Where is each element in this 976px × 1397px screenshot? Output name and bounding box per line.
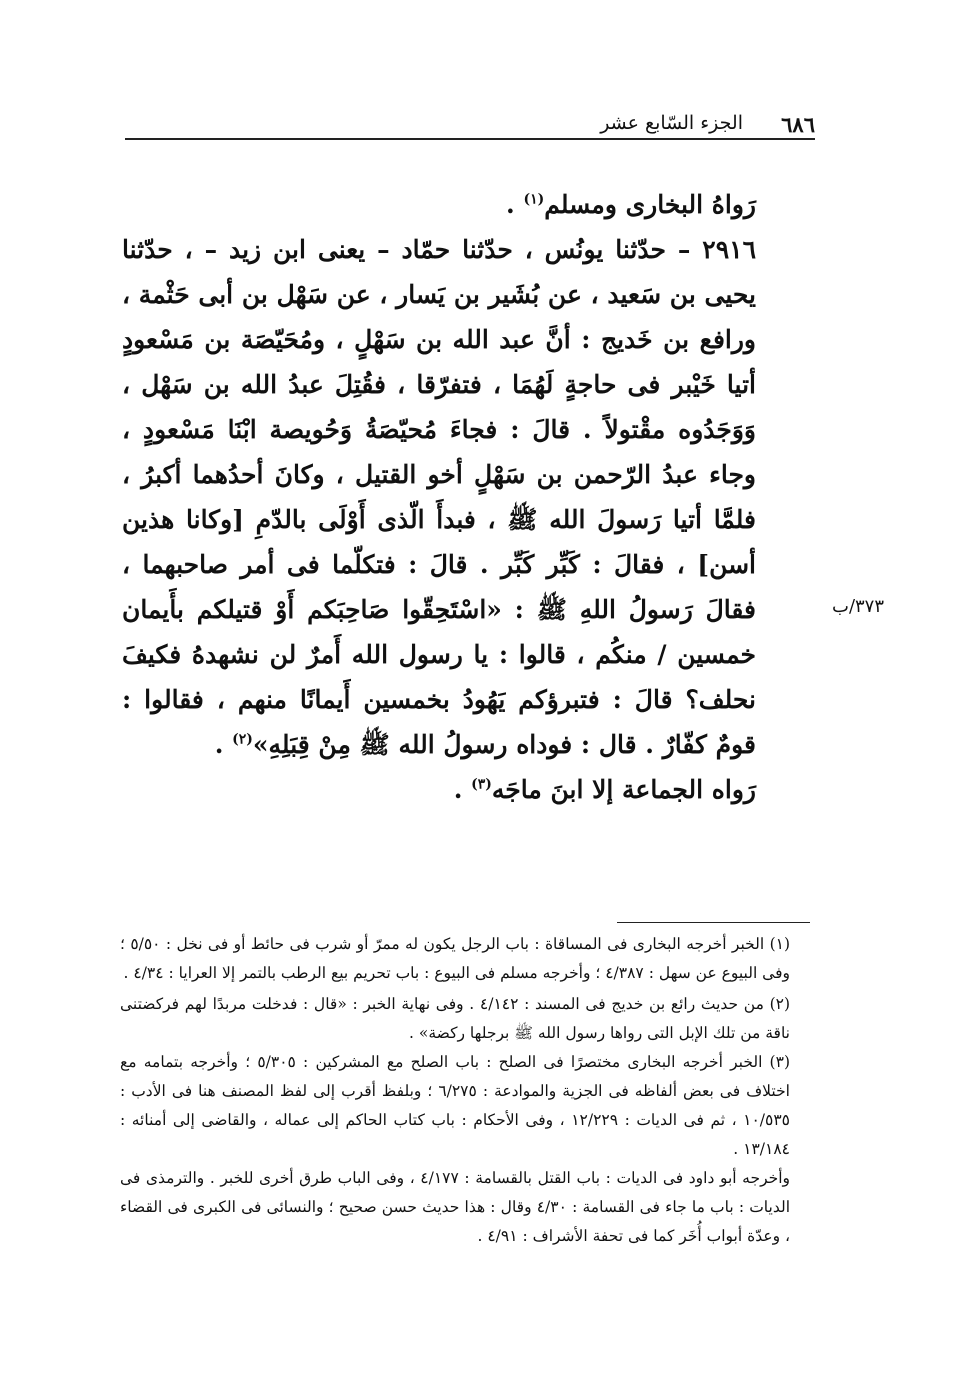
footnote-ref-1: (١) — [523, 191, 545, 208]
footnotes — [120, 930, 818, 1251]
hadith-number: ٢٩١٦ — [702, 235, 756, 264]
footnote-2: (٢) من حديث رائع بن خديج فى المسند : ٤/١٤٢ . وفى نهاية الخبر : «قال : فدخلت مربدًا لهم فركضتنى ناقة من تلك الإبل التى رواها رسول الله ﷺ برجلها ركضة» . — [120, 995, 791, 1042]
footnote-1: (١) الخبر أخرجه البخارى فى المساقاة : باب الرجل يكون له ممرّ أو شرب فى حائط أو فى نخل : ٥/٥٠ ؛ وفى البيوع عن سهل : ٤/٣٨٧ ؛ وأخرجه مسلم فى البيوع : باب تحريم بيع الرطب بالتمر إلا العرايا : ٤/٣٤ . — [120, 935, 791, 982]
paragraph-narration — [122, 182, 818, 227]
narration-end: . — [506, 190, 524, 219]
running-title: الجزء السّابع عشر — [600, 112, 743, 134]
footnote-ref-2: (٢) — [232, 731, 253, 748]
footnote-divider — [617, 922, 810, 923]
footnote-3-continued: وأخرجه أبو داود فى الديات : باب القتل بالقسامة : ٤/١٧٧ ، وفى الباب طرق أخرى للخبر . والترمذى فى الديات : باب ما جاء فى القسامة : ٤/٣٠ وقال : هذا حديث حسن صحيح ؛ والنسائى فى الكبرى فى القضاء ، وعدّة أبواب أُخَر كما فى تحفة الأشراف : ٤/٩١ . — [120, 1169, 791, 1245]
manuscript-folio-note: ٣٧٣/ب — [832, 596, 885, 617]
hadith-end: . — [214, 730, 233, 759]
jamaah-end: . — [453, 775, 472, 804]
main-text — [122, 182, 818, 812]
page-number: ٦٨٦ — [781, 112, 815, 137]
hadith-text: – حدّثنا يونُس ، حدّثنا حمّاد – يعنى ابن زيد – ، حدّثنا يحيى بن سَعيد ، عن بُشَير بن يَسار ، عن سَهْل بن أبى حَثْمة ، ورافع بن خَديج : أنَّ عبد الله بن سَهْلٍ ، ومُحَيّصَة بن مَسْعودٍ أتيا خَيْبر فى حاجةٍ لَهُمَا ، فتفرّقا ، فقُتِلَ عبدُ الله بن سَهْل ، وَوَجَدُوه مقْتولاً . قالَ : فجاءَ مُحيّصَةُ وَحُويصة ابْنَا مَسْعودٍ ، وجاء عبدُ الرّحمن بن سَهْلٍ أخو القتيل ، وكانَ أحدُهما أكبرُ ، فلمَّا أتيا رَسولَ الله ﷺ ، فبدأَ الّذى أَوْلَى بالدّمِ [وكانا هذين أسن] ، فقالَ : كَبِّر كَبِّر . قالَ : فتكلّما فى أمر صاحبهما ، فقالَ رَسولُ اللهِ ﷺ : «اسْتَحِقّوا صَاحِبَكم أَوْ قتيلكم بأَيمان خمسين / منكُم ، قالوا : يا رسول الله أَمرٌ لن نشهدهُ فكيفَ نحلف؟ قالَ : فتبرؤكم يَهُودُ بخمسين أَيمانًا منهم ، فقالوا : قومٌ كفّارٌ . قال : فوداه رسولُ الله ﷺ مِنْ قِبَلِهِ» — [122, 235, 756, 759]
page-header — [125, 112, 815, 140]
footnote-3: (٣) الخبر أخرجه البخارى مختصرًا فى الصلح : باب الصلح مع المشركين : ٥/٣٠٥ ؛ وأخرجه بتمامه مع اختلاف فى بعض ألفاظه فى الجزية والموادعة : ٦/٢٧٥ ؛ وبلفظ أقرب إلى لفظ المصنف هنا فى الأدب : ١٠/٥٣٥ ، ثم فى الديات : ١٢/٢٢٩ ، وفى الأحكام : باب كتاب الحاكم إلى عماله ، والقاضى إلى أمنائه : ١٣/١٨٤ . — [120, 1053, 790, 1158]
paragraph-hadith — [122, 227, 818, 767]
narration-text: رَواهُ البخارى ومسلم — [544, 190, 756, 219]
footnote-ref-3: (٣) — [471, 776, 492, 793]
jamaah-text: رَواه الجماعة إلا ابنَ ماجَه — [491, 775, 756, 804]
paragraph-jamaah — [122, 767, 818, 812]
